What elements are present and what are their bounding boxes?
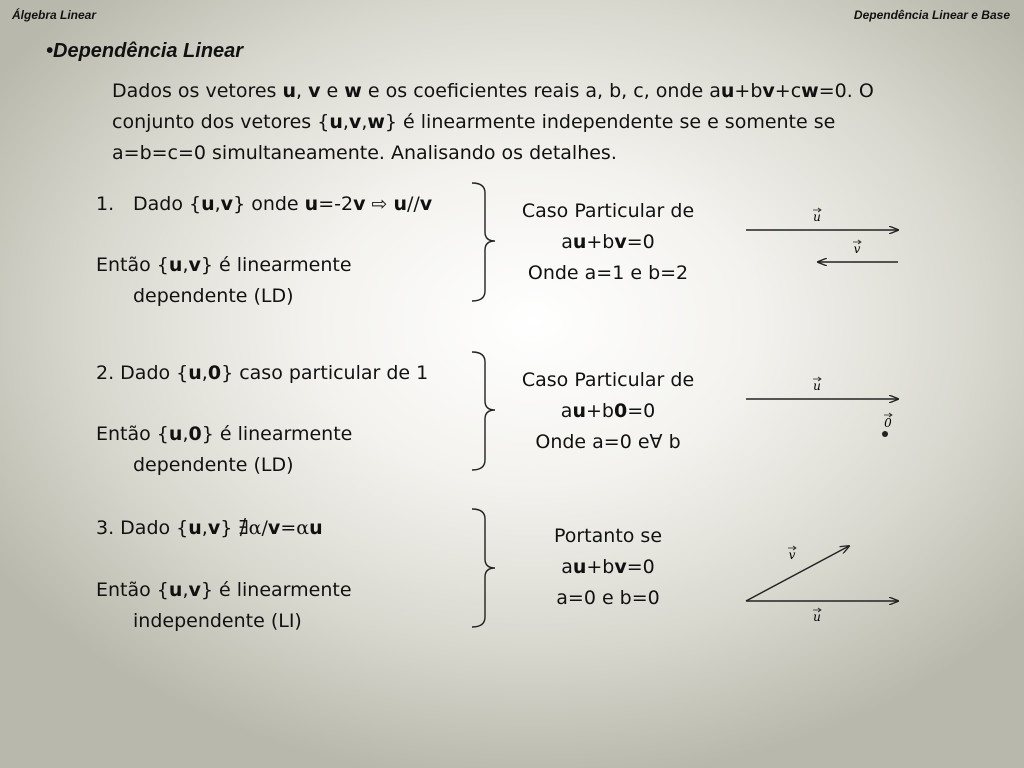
- case3-box-line2: au+bv=0: [561, 556, 655, 578]
- case3-vector-v: [746, 546, 849, 601]
- brace-case3: [472, 509, 495, 627]
- case2-label-u: u: [813, 379, 821, 393]
- header-left: Álgebra Linear: [12, 8, 97, 22]
- brace-case2: [472, 352, 495, 470]
- intro-line-1: Dados os vetores u, v e w e os coeficientes reais a, b, c, onde au+bv+cw=0. O: [112, 80, 874, 102]
- case1-box-line2: au+bv=0: [561, 231, 655, 253]
- case3-box-line1: Portanto se: [553, 525, 663, 547]
- case2-given: 2. Dado {u,0} caso particular de 1: [96, 362, 429, 384]
- case2-vector-diagram: [746, 377, 898, 437]
- case2-zero-point: [882, 431, 888, 437]
- case3-label-v: v: [788, 548, 796, 562]
- header-right: Dependência Linear e Base: [853, 8, 1010, 22]
- case3-box-line3: a=0 e b=0: [556, 587, 660, 609]
- case1-then-2: dependente (LD): [133, 285, 294, 307]
- case1-given: 1. Dado {u,v} onde u=-2v ⇨ u//v: [96, 193, 433, 215]
- case2-box-line3: Onde a=0 e∀ b: [535, 431, 681, 453]
- case1-label-u: u: [813, 210, 821, 224]
- case3-given: 3. Dado {u,v} ∄α/v=αu: [96, 517, 323, 539]
- case3-label-u: u: [813, 610, 821, 624]
- title-text: Dependência Linear: [53, 40, 244, 62]
- case2-then-2: dependente (LD): [133, 454, 294, 476]
- intro-line-2: conjunto dos vetores {u,v,w} é linearmente independente se e somente se: [112, 111, 836, 133]
- case3-then: Então {u,v} é linearmente: [96, 579, 352, 601]
- case1-box-line3: Onde a=1 e b=2: [527, 262, 689, 284]
- brace-case1: [472, 183, 495, 301]
- case1-box-line1: Caso Particular de: [521, 200, 695, 222]
- case2-box-line1: Caso Particular de: [521, 369, 695, 391]
- intro-line-3: a=b=c=0 simultaneamente. Analisando os detalhes.: [112, 142, 617, 164]
- case2-box-line2: au+b0=0: [560, 400, 656, 422]
- case2-label-zero: 0: [884, 416, 892, 430]
- case3-vector-diagram: [746, 546, 898, 624]
- case3-then-2: independente (LI): [133, 610, 302, 632]
- case1-vector-diagram: [746, 208, 898, 262]
- case1-label-v: v: [853, 242, 861, 256]
- title-bullet: •: [46, 40, 54, 62]
- case1-then: Então {u,v} é linearmente: [96, 254, 352, 276]
- case2-then: Então {u,0} é linearmente: [96, 423, 353, 445]
